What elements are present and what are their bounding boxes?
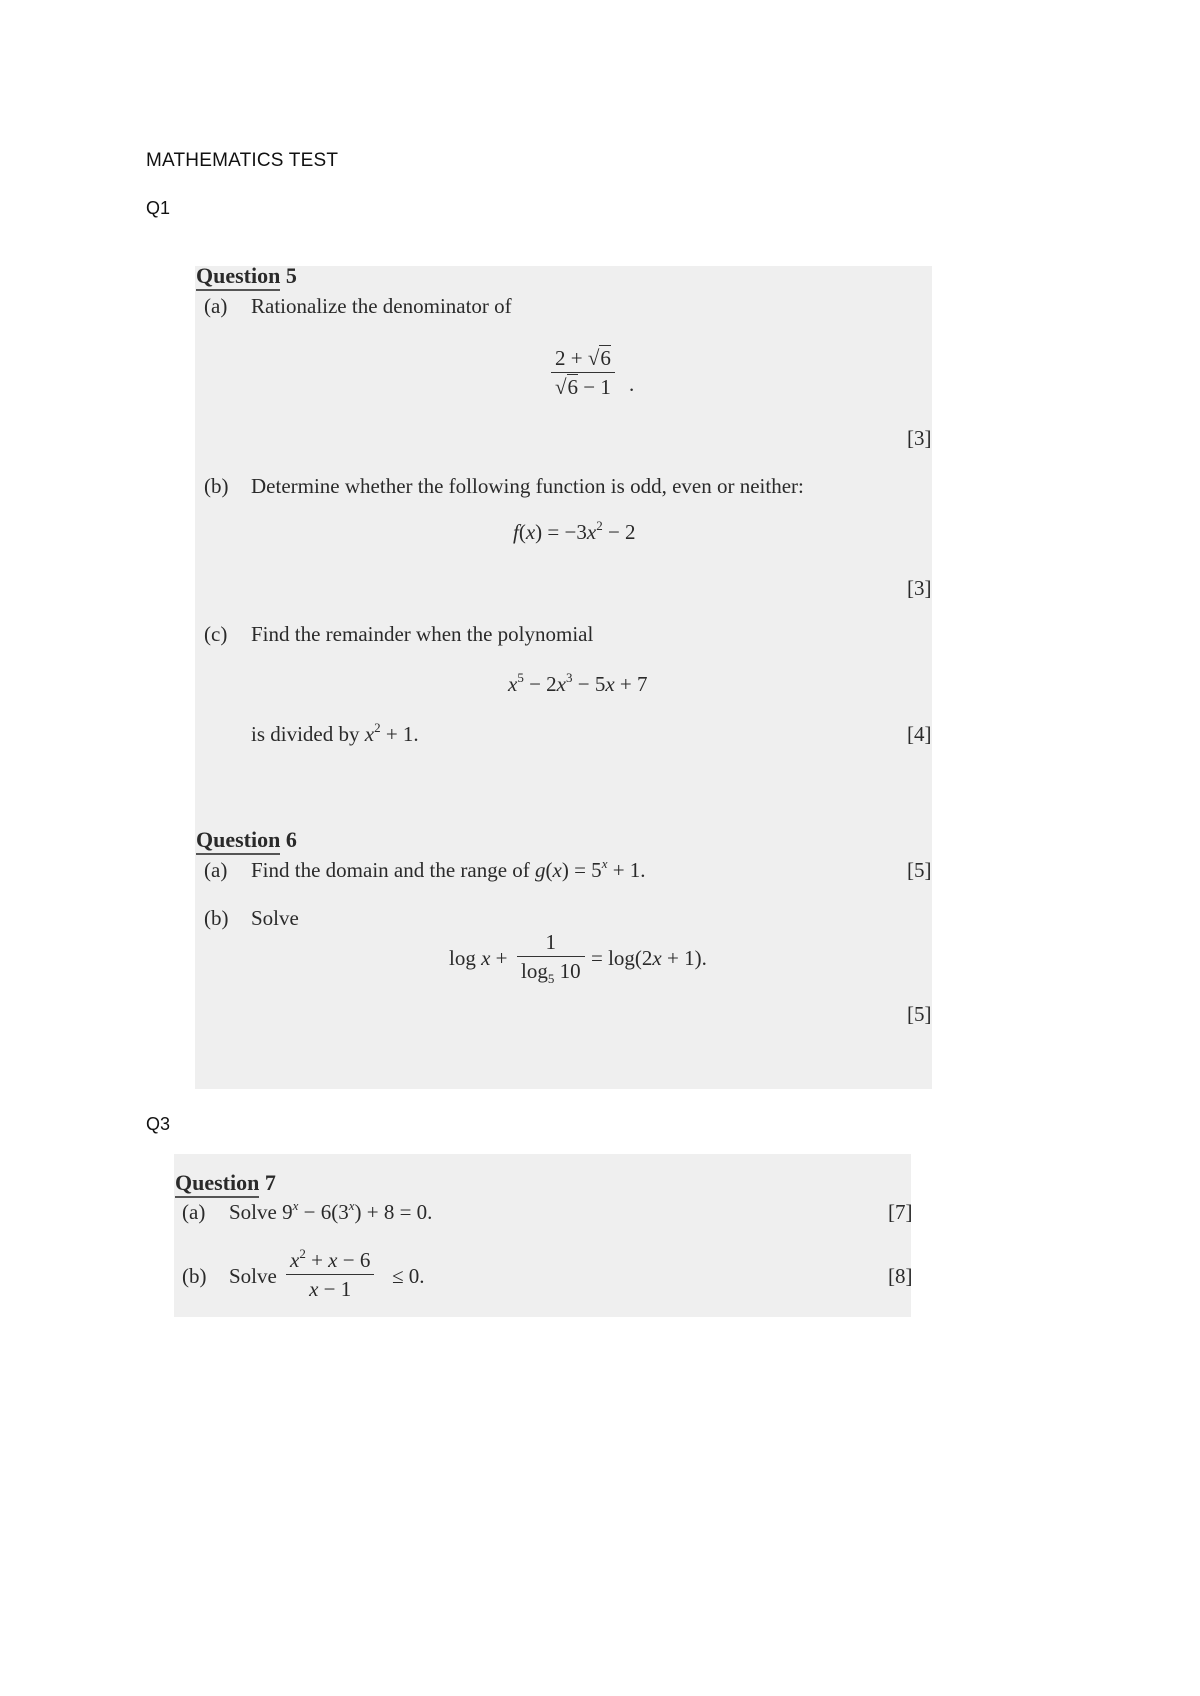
q7b-fraction: $\frac{x^2 + x - 6}{x - 1}$ bbox=[286, 1246, 374, 1303]
section-label-q3: Q3 bbox=[146, 1114, 171, 1134]
q6b-marks: [5] bbox=[907, 1002, 932, 1026]
q5a-period: . bbox=[629, 372, 635, 396]
q5a-marks: [3] bbox=[907, 426, 932, 450]
q5c-marks: [4] bbox=[907, 722, 932, 746]
question-5-heading: Question 5 bbox=[196, 263, 297, 289]
q6b-equation-lhs: log x + bbox=[449, 946, 508, 970]
q5b-label: (b) bbox=[204, 474, 229, 498]
q5b-equation: $f(x) = -3x^2 - 2$ bbox=[513, 518, 636, 544]
q7b-marks: [8] bbox=[888, 1264, 913, 1288]
scanned-question-image-2 bbox=[174, 1154, 911, 1317]
q6a-text: Find the domain and the range of $g(x) = 5^x + 1$. bbox=[251, 856, 646, 882]
q6b-fraction: $\frac{1}{\log_5 10}$ bbox=[517, 928, 585, 985]
q7b-label: (b) bbox=[182, 1264, 207, 1288]
q6a-marks: [5] bbox=[907, 858, 932, 882]
q5b-marks: [3] bbox=[907, 576, 932, 600]
q5c-polynomial: $x^5 - 2x^3 - 5x + 7$ bbox=[508, 670, 648, 696]
q5b-text: Determine whether the following function is odd, even or neither: bbox=[251, 474, 804, 498]
scanned-question-image-1 bbox=[195, 263, 932, 1089]
q7a-marks: [7] bbox=[888, 1200, 913, 1224]
q5c-label: (c) bbox=[204, 622, 228, 646]
q5a-text: Rationalize the denominator of bbox=[251, 294, 512, 318]
question-7-heading: Question 7 bbox=[175, 1170, 276, 1196]
q5a-label: (a) bbox=[204, 294, 228, 318]
q7a-text: Solve $9^x - 6(3^x) + 8 = 0$. bbox=[229, 1198, 433, 1224]
q6b-text: Solve bbox=[251, 906, 299, 930]
q7a-label: (a) bbox=[182, 1200, 206, 1224]
q6b-label: (b) bbox=[204, 906, 229, 930]
q7b-text: Solve bbox=[229, 1264, 277, 1288]
section-label-q1: Q1 bbox=[146, 198, 171, 218]
document-title: MATHEMATICS TEST bbox=[146, 150, 339, 171]
q5a-fraction: $\frac{2 + √6}{√6 - 1}$ bbox=[551, 344, 615, 401]
q7b-inequality: ≤ 0. bbox=[392, 1264, 425, 1288]
q5c-divisor-text: is divided by $x^2 + 1$. bbox=[251, 720, 419, 746]
q5c-text: Find the remainder when the polynomial bbox=[251, 622, 594, 646]
q6b-equation-rhs: = log(2x + 1). bbox=[591, 946, 707, 970]
question-6-heading: Question 6 bbox=[196, 827, 297, 853]
q6a-label: (a) bbox=[204, 858, 228, 882]
